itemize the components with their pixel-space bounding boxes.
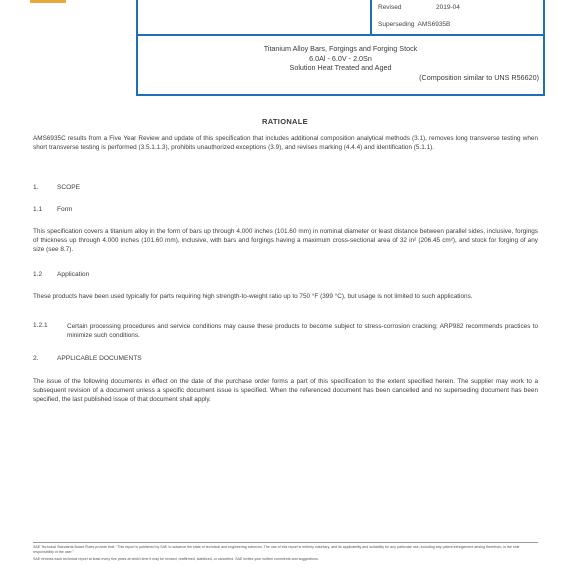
superseding-value: AMS6935B <box>417 21 451 28</box>
title-line-1: Titanium Alloy Bars, Forgings and Forging Stock <box>263 44 418 53</box>
title-line-3: Solution Heat Treated and Aged <box>289 63 392 72</box>
superseding-label: Superseding <box>378 21 415 28</box>
section-1-1-number: 1.1 <box>33 206 43 213</box>
sae-logo-fragment <box>30 0 66 3</box>
section-2-number: 2. <box>33 355 39 362</box>
header-divider-horizontal <box>138 34 543 36</box>
section-1-2-1-text: Certain processing procedures and service conditions may cause these products to become subject to stress-corrosion cracking; ARP982 recommends practices to minimize such conditions. <box>67 323 538 339</box>
section-1-1-text: This specification covers a titanium alloy in the form of bars up through 4.000 inches (101.60 mm) in nominal diameter or least distance between parallel sides, inclusive, forgings of thickness up through 4.000 inches (101.60 mm), inclusive, with bars and forgings having a maximum cross-sectional area of 32 in² (206.45 cm²), and stock for forging of any size (see 8.7). <box>33 228 538 253</box>
section-1-2-1-number: 1.2.1 <box>33 322 48 329</box>
header-divider-vertical <box>370 0 372 36</box>
title-line-2: 6.0Al - 6.0V - 2.0Sn <box>309 53 372 63</box>
revised-label: Revised <box>378 4 402 11</box>
superseding-row <box>378 21 450 28</box>
section-1-2-number: 1.2 <box>33 271 43 278</box>
section-2-text: The issue of the following documents in effect on the date of the purchase order forms a part of this specification to the extent specified herein. The supplier may work to a subsequent revision of a document unless a specific document issue is specified. When the referenced document has been cancelled and no superseding document has been specified, the last published issue of that document shall apply. <box>33 378 538 403</box>
title-line-4: (Composition similar to UNS R56620) <box>419 72 539 82</box>
section-1-number: 1. <box>33 184 39 191</box>
section-2-heading <box>33 355 142 362</box>
footer-divider <box>33 542 538 543</box>
section-1-1-title: Form <box>57 206 73 213</box>
rationale-text: AMS6935C results from a Five Year Review and update of this specification that includes additional composition analytical methods (3.1), removes long transverse testing when short transverse testing is performed (3.5.1.1.3), prohibits unauthorized exceptions (3.9), and revises marking (4.4.4) and identification (5.1.1). <box>33 135 538 151</box>
footer-disclaimer: SAE Technical Standards Board Rules provide that: "This report is published by SAE to advance the state of technical and engineering sciences. The use of this report is entirely voluntary, and its applicability and suitability for any particular use, including any patent infringement arising therefrom, is the sole responsibility of the user." <box>33 545 520 554</box>
section-1-heading <box>33 184 80 191</box>
section-1-2-text: These products have been used typically for parts requiring high strength-to-weight ratio up to 750 °F (399 °C), but usage is not limited to such applications. <box>33 293 473 300</box>
section-1-2-title: Application <box>57 271 90 278</box>
section-1-title: SCOPE <box>57 184 81 191</box>
footer-review-note: SAE reviews each technical report at least every five years at which time it may be revised, reaffirmed, stabilized, or cancelled. SAE invites your written comments and suggestions. <box>33 557 319 561</box>
rationale-heading: RATIONALE <box>262 117 308 126</box>
document-title <box>136 44 545 82</box>
section-2-title: APPLICABLE DOCUMENTS <box>57 355 142 362</box>
revised-value: 2019-04 <box>436 4 460 11</box>
revised-row <box>378 4 460 11</box>
section-1-2-heading <box>33 271 89 278</box>
section-1-1-heading <box>33 206 72 213</box>
